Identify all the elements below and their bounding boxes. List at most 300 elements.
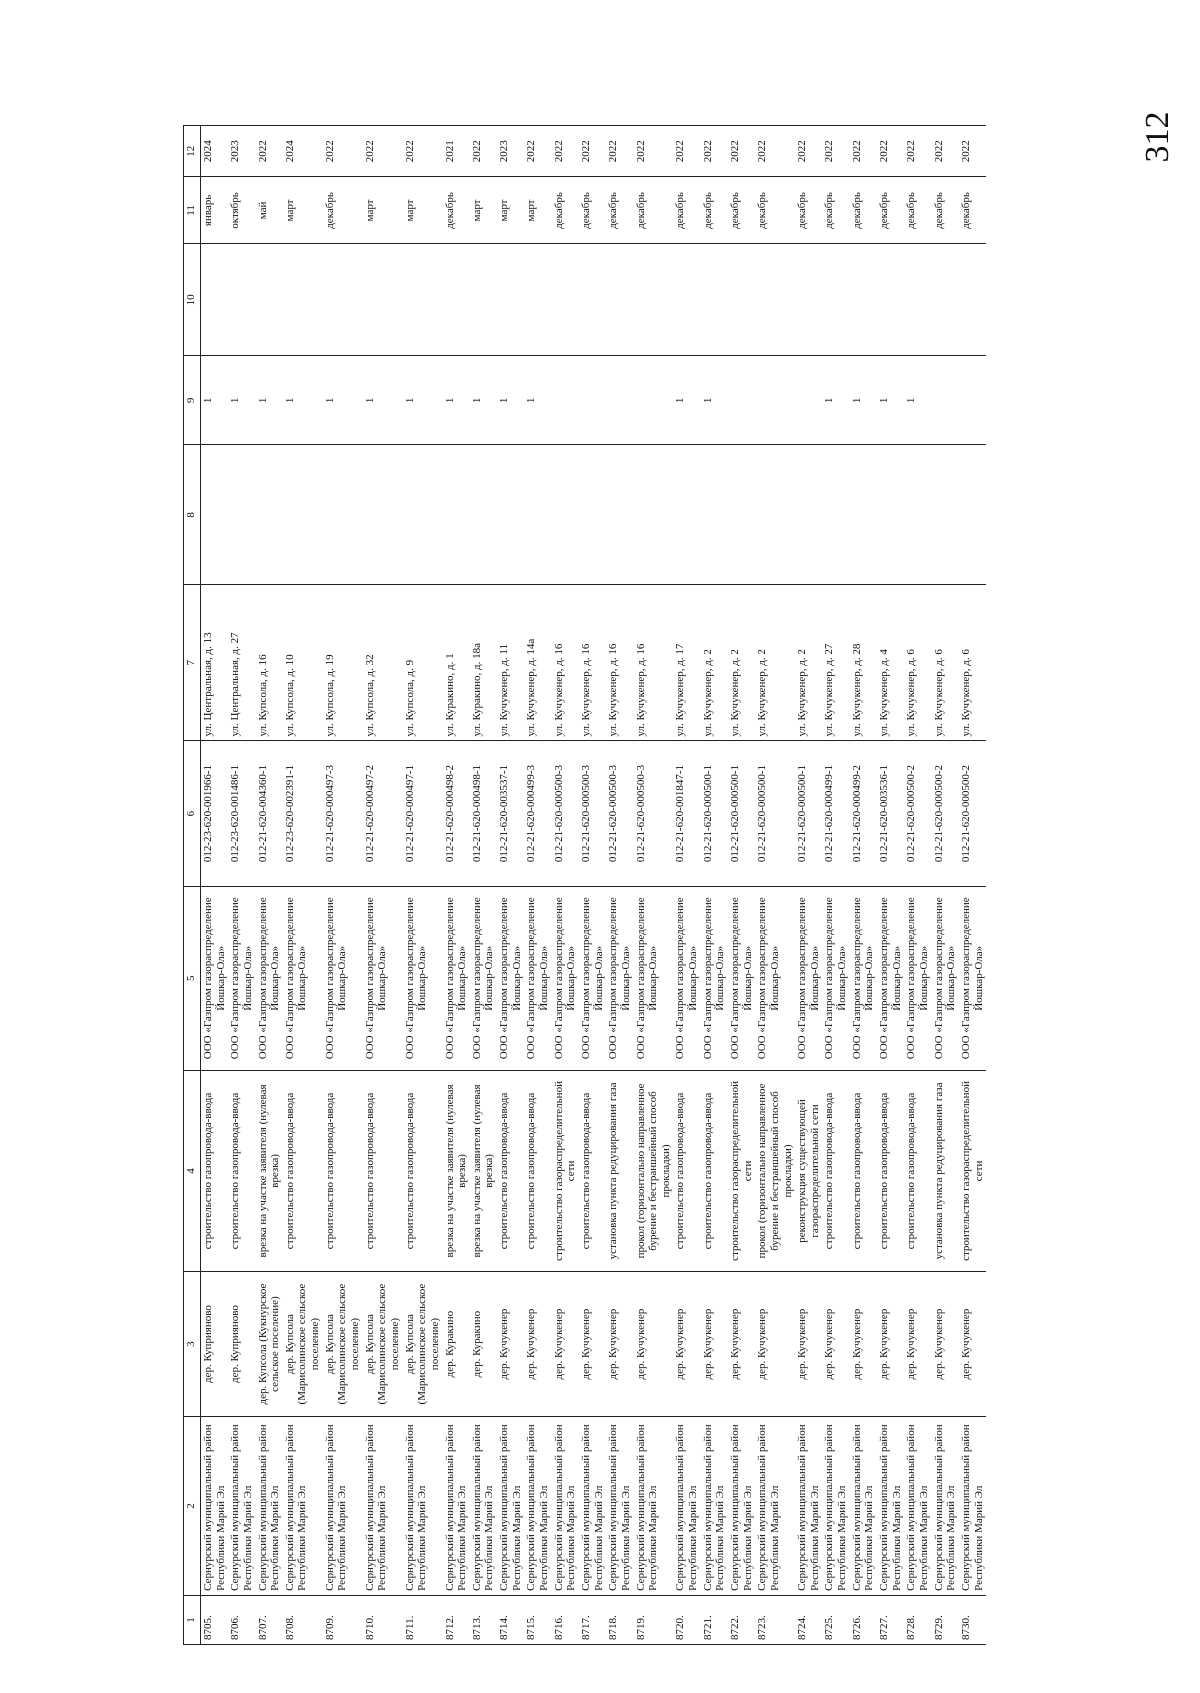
table-cell-col-6: 012-23-620-001966-1: [201, 741, 229, 886]
table-cell-col-1: 8723.: [755, 1595, 795, 1644]
table-cell-col-9: 1: [524, 356, 551, 445]
table-cell-col-8: [470, 445, 497, 585]
table-cell-col-4: установка пункта редуцирования газа: [606, 1070, 633, 1271]
table-cell-col-2: Сернурский муниципальный район Республики Марий Эл: [634, 1417, 674, 1596]
table-cell-col-8: [673, 445, 700, 585]
table-cell-col-10: [283, 244, 323, 356]
table-cell-col-10: [904, 244, 931, 356]
table-cell-col-3: дер. Кучукенер: [755, 1271, 795, 1416]
table-cell-col-9: [552, 356, 579, 445]
table-cell-col-5: ООО «Газпром газораспределение Йошкар-Ола»: [470, 886, 497, 1070]
table-cell-col-8: [228, 445, 255, 585]
table-cell-col-9: [728, 356, 755, 445]
table-row: [323, 126, 363, 1645]
table-cell-col-4: установка пункта редуцирования газа: [932, 1070, 959, 1271]
table-cell-col-12: 2022: [959, 126, 986, 177]
header-row: [184, 126, 201, 1645]
table-cell-col-9: [932, 356, 959, 445]
table-cell-col-2: Сернурский муниципальный район Республики Марий Эл: [552, 1417, 579, 1596]
column-header-4: 4: [184, 1070, 201, 1271]
table-cell-col-7: ул. Купсола, д. 32: [363, 585, 403, 741]
table-cell-col-11: март: [363, 177, 403, 244]
table-cell-col-12: 2022: [877, 126, 904, 177]
table-cell-col-2: Сернурский муниципальный район Республики Марий Эл: [283, 1417, 323, 1596]
gasification-table: [183, 125, 986, 1645]
table-cell-col-4: строительство газопровода-ввода: [323, 1070, 363, 1271]
table-cell-col-6: 012-21-620-000500-1: [755, 741, 795, 886]
table-cell-col-12: 2024: [283, 126, 323, 177]
column-header-5: 5: [184, 886, 201, 1070]
table-cell-col-5: ООО «Газпром газораспределение Йошкар-Ола»: [283, 886, 323, 1070]
table-cell-col-2: Сернурский муниципальный район Республики Марий Эл: [795, 1417, 822, 1596]
table-cell-col-1: 8729.: [932, 1595, 959, 1644]
table-cell-col-10: [701, 244, 728, 356]
table-cell-col-2: Сернурский муниципальный район Республики Марий Эл: [728, 1417, 755, 1596]
table-cell-col-9: 1: [256, 356, 283, 445]
table-cell-col-1: 8710.: [363, 1595, 403, 1644]
table-cell-col-10: [524, 244, 551, 356]
table-cell-col-3: дер. Куприяново: [201, 1271, 229, 1416]
table-cell-col-2: Сернурский муниципальный район Республики Марий Эл: [524, 1417, 551, 1596]
table-cell-col-10: [201, 244, 229, 356]
table-cell-col-2: Сернурский муниципальный район Республики Марий Эл: [256, 1417, 283, 1596]
table-cell-col-12: 2022: [470, 126, 497, 177]
table-cell-col-10: [228, 244, 255, 356]
table-cell-col-10: [932, 244, 959, 356]
table-row: [822, 126, 849, 1645]
table-cell-col-4: строительство газораспределительной сети: [552, 1070, 579, 1271]
table-cell-col-11: декабрь: [673, 177, 700, 244]
table-cell-col-6: 012-21-620-000497-3: [323, 741, 363, 886]
table-cell-col-12: 2022: [755, 126, 795, 177]
table-cell-col-4: строительство газопровода-ввода: [201, 1070, 229, 1271]
table-cell-col-4: строительство газопровода-ввода: [877, 1070, 904, 1271]
table-cell-col-11: март: [497, 177, 524, 244]
table-cell-col-1: 8707.: [256, 1595, 283, 1644]
table-cell-col-11: декабрь: [755, 177, 795, 244]
table-cell-col-12: 2022: [256, 126, 283, 177]
table-cell-col-7: ул. Кучукенер, д. 16: [606, 585, 633, 741]
table-cell-col-2: Сернурский муниципальный район Республики Марий Эл: [904, 1417, 931, 1596]
table-cell-col-10: [822, 244, 849, 356]
table-body: [201, 126, 987, 1645]
table-cell-col-6: 012-21-620-000500-3: [606, 741, 633, 886]
table-cell-col-1: 8719.: [634, 1595, 674, 1644]
table-cell-col-12: 2022: [579, 126, 606, 177]
table-cell-col-5: ООО «Газпром газораспределение Йошкар-Ола»: [201, 886, 229, 1070]
table-cell-col-7: ул. Кучукенер, д. 28: [850, 585, 877, 741]
table-cell-col-11: декабрь: [959, 177, 986, 244]
table-row: [701, 126, 728, 1645]
table-cell-col-12: 2022: [323, 126, 363, 177]
table-cell-col-10: [606, 244, 633, 356]
table-row: [904, 126, 931, 1645]
table-cell-col-11: май: [256, 177, 283, 244]
table-cell-col-2: Сернурский муниципальный район Республики Марий Эл: [606, 1417, 633, 1596]
table-header: [184, 126, 201, 1645]
table-cell-col-11: март: [524, 177, 551, 244]
table-cell-col-5: ООО «Газпром газораспределение Йошкар-Ола»: [323, 886, 363, 1070]
table-cell-col-11: декабрь: [443, 177, 470, 244]
table-cell-col-12: 2022: [822, 126, 849, 177]
table-cell-col-10: [363, 244, 403, 356]
table-cell-col-12: 2024: [201, 126, 229, 177]
table-cell-col-5: ООО «Газпром газораспределение Йошкар-Ола»: [497, 886, 524, 1070]
table-cell-col-5: ООО «Газпром газораспределение Йошкар-Ола»: [363, 886, 403, 1070]
table-row: [228, 126, 255, 1645]
table-cell-col-3: дер. Купсола (Марисолинское сельское поселение): [323, 1271, 363, 1416]
table-cell-col-2: Сернурский муниципальный район Республики Марий Эл: [755, 1417, 795, 1596]
table-cell-col-12: 2021: [443, 126, 470, 177]
table-cell-col-8: [701, 445, 728, 585]
table-cell-col-10: [673, 244, 700, 356]
table-cell-col-4: строительство газопровода-ввода: [283, 1070, 323, 1271]
table-cell-col-2: Сернурский муниципальный район Республики Марий Эл: [201, 1417, 229, 1596]
table-cell-col-9: [795, 356, 822, 445]
table-cell-col-11: декабрь: [552, 177, 579, 244]
table-cell-col-7: ул. Кучукенер, д. 11: [497, 585, 524, 741]
table-row: [634, 126, 674, 1645]
table-cell-col-6: 012-21-620-000499-1: [822, 741, 849, 886]
table-cell-col-8: [755, 445, 795, 585]
table-row: [443, 126, 470, 1645]
table-cell-col-9: 1: [283, 356, 323, 445]
table-cell-col-8: [904, 445, 931, 585]
table-cell-col-9: 1: [850, 356, 877, 445]
table-cell-col-5: ООО «Газпром газораспределение Йошкар-Ола»: [673, 886, 700, 1070]
table-cell-col-1: 8725.: [822, 1595, 849, 1644]
table-cell-col-2: Сернурский муниципальный район Республики Марий Эл: [877, 1417, 904, 1596]
table-cell-col-1: 8730.: [959, 1595, 986, 1644]
table-cell-col-8: [850, 445, 877, 585]
table-cell-col-12: 2022: [634, 126, 674, 177]
table-cell-col-6: 012-21-620-000497-1: [403, 741, 443, 886]
table-cell-col-7: ул. Кучукенер, д. 6: [904, 585, 931, 741]
table-cell-col-3: дер. Купсола (Марисолинское сельское поселение): [363, 1271, 403, 1416]
table-cell-col-5: ООО «Газпром газораспределение Йошкар-Ола»: [959, 886, 986, 1070]
table-cell-col-7: ул. Кучукенер, д. 6: [959, 585, 986, 741]
table-cell-col-11: декабрь: [795, 177, 822, 244]
table-cell-col-8: [877, 445, 904, 585]
table-cell-col-8: [363, 445, 403, 585]
table-cell-col-9: 1: [443, 356, 470, 445]
table-cell-col-3: дер. Кучукенер: [728, 1271, 755, 1416]
table-cell-col-7: ул. Куракино, д. 1: [443, 585, 470, 741]
table-cell-col-5: ООО «Газпром газораспределение Йошкар-Ола»: [701, 886, 728, 1070]
table-cell-col-1: 8717.: [579, 1595, 606, 1644]
table-cell-col-7: ул. Купсола, д. 16: [256, 585, 283, 741]
table-row: [363, 126, 403, 1645]
page-number: 312: [1139, 111, 1176, 163]
table-cell-col-11: декабрь: [701, 177, 728, 244]
table-row: [524, 126, 551, 1645]
table-cell-col-1: 8709.: [323, 1595, 363, 1644]
table-cell-col-3: дер. Кучукенер: [822, 1271, 849, 1416]
table-cell-col-2: Сернурский муниципальный район Республики Марий Эл: [701, 1417, 728, 1596]
table-cell-col-3: дер. Кучукенер: [904, 1271, 931, 1416]
table-cell-col-2: Сернурский муниципальный район Республики Марий Эл: [850, 1417, 877, 1596]
table-cell-col-7: ул. Кучукенер, д. 2: [755, 585, 795, 741]
table-cell-col-7: ул. Кучукенер, д. 27: [822, 585, 849, 741]
table-cell-col-1: 8705.: [201, 1595, 229, 1644]
table-cell-col-3: дер. Кучукенер: [932, 1271, 959, 1416]
table-cell-col-7: ул. Кучукенер, д. 2: [728, 585, 755, 741]
table-cell-col-11: март: [283, 177, 323, 244]
table-cell-col-11: декабрь: [634, 177, 674, 244]
table-row: [283, 126, 323, 1645]
table-cell-col-12: 2022: [850, 126, 877, 177]
table-row: [673, 126, 700, 1645]
table-cell-col-6: 012-23-620-002391-1: [283, 741, 323, 886]
table-cell-col-6: 012-21-620-000497-2: [363, 741, 403, 886]
table-cell-col-11: октябрь: [228, 177, 255, 244]
table-cell-col-5: ООО «Газпром газораспределение Йошкар-Ола»: [728, 886, 755, 1070]
table-cell-col-5: ООО «Газпром газораспределение Йошкар-Ола»: [932, 886, 959, 1070]
table-cell-col-11: декабрь: [850, 177, 877, 244]
table-cell-col-8: [524, 445, 551, 585]
table-cell-col-5: ООО «Газпром газораспределение Йошкар-Ола»: [795, 886, 822, 1070]
table-cell-col-5: ООО «Газпром газораспределение Йошкар-Ола»: [904, 886, 931, 1070]
table-cell-col-7: ул. Кучукенер, д. 17: [673, 585, 700, 741]
table-cell-col-12: 2022: [606, 126, 633, 177]
table-cell-col-10: [256, 244, 283, 356]
table-cell-col-3: дер. Кучукенер: [579, 1271, 606, 1416]
table-row: [932, 126, 959, 1645]
table-cell-col-12: 2022: [701, 126, 728, 177]
table-cell-col-8: [323, 445, 363, 585]
table-cell-col-6: 012-21-620-003536-1: [877, 741, 904, 886]
table-cell-col-2: Сернурский муниципальный район Республики Марий Эл: [228, 1417, 255, 1596]
table-cell-col-1: 8713.: [470, 1595, 497, 1644]
table-cell-col-4: строительство газопровода-ввода: [524, 1070, 551, 1271]
table-cell-col-5: ООО «Газпром газораспределение Йошкар-Ола»: [579, 886, 606, 1070]
table-cell-col-1: 8727.: [877, 1595, 904, 1644]
table-cell-col-11: декабрь: [728, 177, 755, 244]
table-cell-col-8: [932, 445, 959, 585]
table-cell-col-4: строительство газопровода-ввода: [497, 1070, 524, 1271]
table-cell-col-5: ООО «Газпром газораспределение Йошкар-Ола»: [552, 886, 579, 1070]
table-row: [877, 126, 904, 1645]
table-cell-col-7: ул. Кучукенер, д. 2: [701, 585, 728, 741]
table-cell-col-12: 2022: [932, 126, 959, 177]
table-cell-col-7: ул. Кучукенер, д. 2: [795, 585, 822, 741]
table-cell-col-8: [552, 445, 579, 585]
table-cell-col-1: 8716.: [552, 1595, 579, 1644]
table-cell-col-10: [579, 244, 606, 356]
table-cell-col-8: [256, 445, 283, 585]
table-cell-col-4: врезка на участке заявителя (нулевая врезка): [443, 1070, 470, 1271]
table-cell-col-9: 1: [877, 356, 904, 445]
table-cell-col-4: строительство газопровода-ввода: [822, 1070, 849, 1271]
table-cell-col-1: 8722.: [728, 1595, 755, 1644]
table-cell-col-5: ООО «Газпром газораспределение Йошкар-Ола»: [403, 886, 443, 1070]
table-cell-col-11: декабрь: [904, 177, 931, 244]
table-cell-col-6: 012-21-620-000500-2: [932, 741, 959, 886]
table-row: [755, 126, 795, 1645]
table-cell-col-6: 012-21-620-000500-3: [552, 741, 579, 886]
table-cell-col-12: 2022: [524, 126, 551, 177]
table-cell-col-4: врезка на участке заявителя (нулевая врезка): [256, 1070, 283, 1271]
table-cell-col-12: 2022: [403, 126, 443, 177]
table-cell-col-4: строительство газопровода-ввода: [579, 1070, 606, 1271]
table-cell-col-5: ООО «Газпром газораспределение Йошкар-Ола»: [606, 886, 633, 1070]
table-cell-col-4: прокол (горизонтально направленное бурение и бестраншейный способ прокладки): [755, 1070, 795, 1271]
table-cell-col-10: [850, 244, 877, 356]
table-cell-col-3: дер. Кучукенер: [673, 1271, 700, 1416]
table-cell-col-5: ООО «Газпром газораспределение Йошкар-Ола»: [822, 886, 849, 1070]
column-header-9: 9: [184, 356, 201, 445]
table-cell-col-12: 2022: [904, 126, 931, 177]
table-cell-col-3: дер. Кучукенер: [634, 1271, 674, 1416]
table-row: [606, 126, 633, 1645]
table-cell-col-3: дер. Купсола (Кукнурское сельское поселение): [256, 1271, 283, 1416]
table-cell-col-6: 012-21-620-004360-1: [256, 741, 283, 886]
table-cell-col-12: 2022: [728, 126, 755, 177]
table-cell-col-8: [728, 445, 755, 585]
table-cell-col-11: март: [403, 177, 443, 244]
table-cell-col-1: 8728.: [904, 1595, 931, 1644]
table-cell-col-12: 2022: [673, 126, 700, 177]
table-cell-col-5: ООО «Газпром газораспределение Йошкар-Ола»: [877, 886, 904, 1070]
table-cell-col-10: [443, 244, 470, 356]
table-cell-col-10: [323, 244, 363, 356]
table-row: [201, 126, 229, 1645]
table-cell-col-9: 1: [673, 356, 700, 445]
table-cell-col-6: 012-21-620-000499-3: [524, 741, 551, 886]
table-cell-col-4: строительство газопровода-ввода: [904, 1070, 931, 1271]
table-cell-col-1: 8721.: [701, 1595, 728, 1644]
table-cell-col-11: декабрь: [606, 177, 633, 244]
table-cell-col-2: Сернурский муниципальный район Республики Марий Эл: [443, 1417, 470, 1596]
table-cell-col-11: декабрь: [579, 177, 606, 244]
table-cell-col-4: строительство газопровода-ввода: [673, 1070, 700, 1271]
table-row: [497, 126, 524, 1645]
table-row: [795, 126, 822, 1645]
table-cell-col-1: 8706.: [228, 1595, 255, 1644]
table-cell-col-1: 8715.: [524, 1595, 551, 1644]
table-cell-col-9: [606, 356, 633, 445]
column-header-10: 10: [184, 244, 201, 356]
table-cell-col-10: [795, 244, 822, 356]
column-header-1: 1: [184, 1595, 201, 1644]
table-cell-col-11: март: [470, 177, 497, 244]
table-cell-col-6: 012-21-620-000500-2: [959, 741, 986, 886]
table-cell-col-11: январь: [201, 177, 229, 244]
table-row: [579, 126, 606, 1645]
table-cell-col-10: [634, 244, 674, 356]
table-cell-col-8: [606, 445, 633, 585]
table-cell-col-7: ул. Купсола, д. 10: [283, 585, 323, 741]
table-cell-col-12: 2023: [228, 126, 255, 177]
table-cell-col-10: [728, 244, 755, 356]
table-cell-col-6: 012-21-620-000500-3: [634, 741, 674, 886]
table-cell-col-1: 8712.: [443, 1595, 470, 1644]
table-cell-col-7: ул. Кучукенер, д. 16: [579, 585, 606, 741]
table-cell-col-7: ул. Кучукенер, д. 16: [552, 585, 579, 741]
table-cell-col-9: [579, 356, 606, 445]
table-cell-col-9: 1: [201, 356, 229, 445]
table-cell-col-6: 012-21-620-000500-2: [904, 741, 931, 886]
column-header-2: 2: [184, 1417, 201, 1596]
table-cell-col-9: 1: [363, 356, 403, 445]
table-cell-col-9: [959, 356, 986, 445]
table-cell-col-3: дер. Кучукенер: [795, 1271, 822, 1416]
table-cell-col-6: 012-21-620-000500-1: [728, 741, 755, 886]
table-cell-col-3: дер. Кучукенер: [701, 1271, 728, 1416]
table-cell-col-7: ул. Купсола, д. 19: [323, 585, 363, 741]
table-cell-col-4: строительство газораспределительной сети: [728, 1070, 755, 1271]
column-header-3: 3: [184, 1271, 201, 1416]
table-cell-col-6: 012-21-620-003537-1: [497, 741, 524, 886]
column-header-7: 7: [184, 585, 201, 741]
table-cell-col-11: декабрь: [822, 177, 849, 244]
table-cell-col-5: ООО «Газпром газораспределение Йошкар-Ола»: [524, 886, 551, 1070]
table-cell-col-4: строительство газораспределительной сети: [959, 1070, 986, 1271]
table-cell-col-5: ООО «Газпром газораспределение Йошкар-Ола»: [755, 886, 795, 1070]
table-cell-col-6: 012-21-620-000498-2: [443, 741, 470, 886]
table-cell-col-3: дер. Купсола (Марисолинское сельское поселение): [283, 1271, 323, 1416]
table-cell-col-2: Сернурский муниципальный район Республики Марий Эл: [673, 1417, 700, 1596]
table-cell-col-7: ул. Куракино, д. 18а: [470, 585, 497, 741]
table-cell-col-8: [283, 445, 323, 585]
table-cell-col-3: дер. Кучукенер: [959, 1271, 986, 1416]
table-cell-col-6: 012-23-620-001486-1: [228, 741, 255, 886]
table-cell-col-8: [822, 445, 849, 585]
table-cell-col-9: 1: [701, 356, 728, 445]
column-header-8: 8: [184, 445, 201, 585]
table-cell-col-3: дер. Куракино: [443, 1271, 470, 1416]
table-cell-col-4: строительство газопровода-ввода: [403, 1070, 443, 1271]
table-cell-col-1: 8711.: [403, 1595, 443, 1644]
table-row: [256, 126, 283, 1645]
table-cell-col-5: ООО «Газпром газораспределение Йошкар-Ола»: [228, 886, 255, 1070]
table-cell-col-3: дер. Кучукенер: [552, 1271, 579, 1416]
table-cell-col-3: дер. Купсола (Марисолинское сельское поселение): [403, 1271, 443, 1416]
table-cell-col-9: [634, 356, 674, 445]
table-cell-col-3: дер. Куприяново: [228, 1271, 255, 1416]
table-cell-col-3: дер. Кучукенер: [524, 1271, 551, 1416]
table-cell-col-1: 8720.: [673, 1595, 700, 1644]
column-header-11: 11: [184, 177, 201, 244]
table-cell-col-10: [403, 244, 443, 356]
table-cell-col-2: Сернурский муниципальный район Республики Марий Эл: [470, 1417, 497, 1596]
table-cell-col-8: [443, 445, 470, 585]
table-cell-col-7: ул. Кучукенер, д. 14а: [524, 585, 551, 741]
table-cell-col-7: ул. Купсола, д. 9: [403, 585, 443, 741]
table-cell-col-8: [497, 445, 524, 585]
table-cell-col-10: [552, 244, 579, 356]
table-cell-col-9: 1: [497, 356, 524, 445]
table-cell-col-12: 2022: [363, 126, 403, 177]
table-cell-col-10: [755, 244, 795, 356]
table-cell-col-5: ООО «Газпром газораспределение Йошкар-Ола»: [850, 886, 877, 1070]
table-cell-col-11: декабрь: [877, 177, 904, 244]
table-cell-col-6: 012-21-620-000500-1: [701, 741, 728, 886]
table-cell-col-7: ул. Центральная, д. 13: [201, 585, 229, 741]
table-cell-col-4: врезка на участке заявителя (нулевая врезка): [470, 1070, 497, 1271]
table-cell-col-12: 2023: [497, 126, 524, 177]
table-row: [850, 126, 877, 1645]
table-cell-col-3: дер. Куракино: [470, 1271, 497, 1416]
table-row: [552, 126, 579, 1645]
table-cell-col-7: ул. Центральная, д. 27: [228, 585, 255, 741]
table-cell-col-6: 012-21-620-000500-3: [579, 741, 606, 886]
table-cell-col-8: [579, 445, 606, 585]
table-cell-col-5: ООО «Газпром газораспределение Йошкар-Ола»: [634, 886, 674, 1070]
table-row: [403, 126, 443, 1645]
column-header-6: 6: [184, 741, 201, 886]
table-cell-col-1: 8726.: [850, 1595, 877, 1644]
